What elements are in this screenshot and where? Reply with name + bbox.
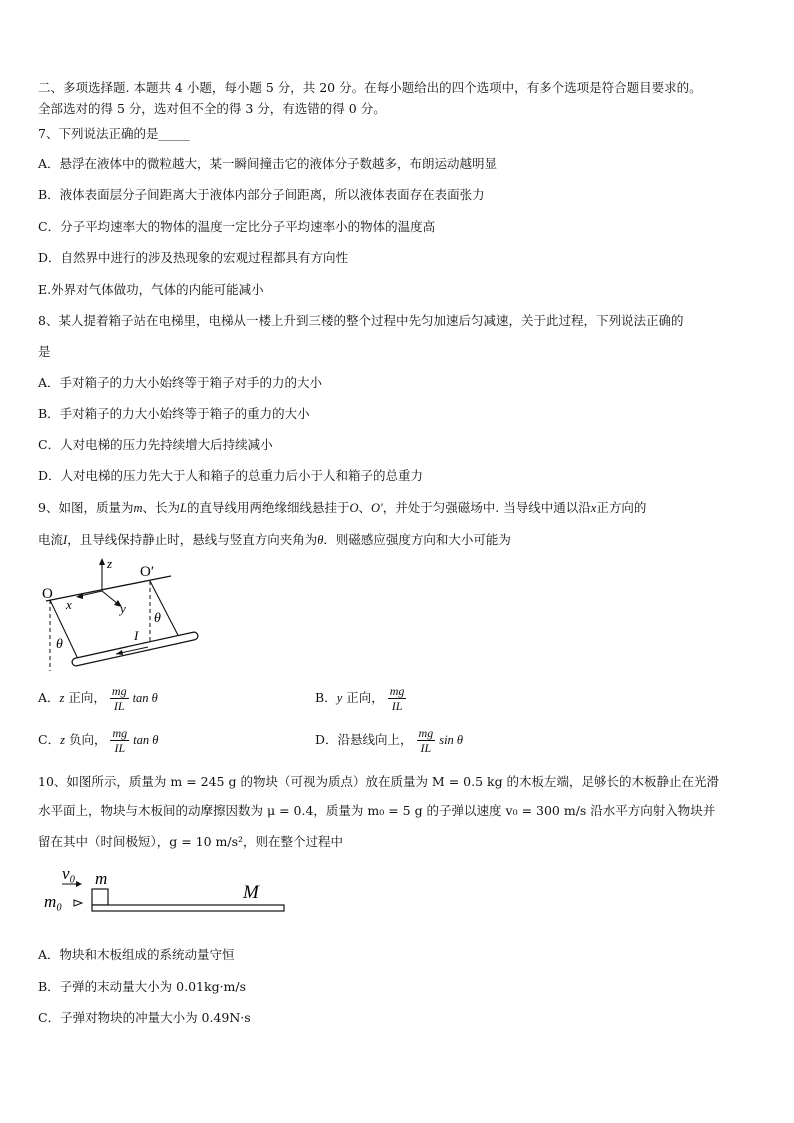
q9-option-b: B．y 正向， $\frac{mg}{IL}$: [315, 684, 405, 713]
label-O: O: [42, 586, 53, 602]
q9-stem-line1: 9、如图，质量为m、长为L的直导线用两绝缘细线悬挂于O、O′，并处于匀强磁场中. 当导线中通以沿x正方向的: [38, 500, 647, 515]
v0-arrowhead: [76, 881, 82, 887]
q8-option-a: A．手对箱子的力大小始终等于箱子对手的力的大小: [38, 375, 323, 390]
q10-stem-line1: 10、如图所示，质量为 m = 245 g 的物块（可视为质点）放在质量为 M = 0.5 kg 的木板左端，足够长的木板静止在光滑: [38, 774, 720, 789]
q9-wire-figure: [36, 556, 206, 676]
q10-stem-line3: 留在其中（时间极短），g = 10 m/s²，则在整个过程中: [38, 834, 344, 849]
section-header-line1: 二、多项选择题. 本题共 4 小题，每小题 5 分，共 20 分。在每小题给出的四个选项中，有多个选项是符合题目要求的。: [38, 80, 702, 95]
q10-option-b: B．子弹的末动量大小为 0.01kg·m/s: [38, 979, 247, 994]
q8-stem-line1: 8、某人提着箱子站在电梯里，电梯从一楼上升到三楼的整个过程中先匀加速后匀减速，关于此过程，下列说法正确的: [38, 313, 684, 328]
label-O-prime: O′: [140, 564, 155, 580]
fraction: $\frac{mg}{IL}$: [111, 684, 127, 713]
q7-option-a: A．悬浮在液体中的微粒越大，某一瞬间撞击它的液体分子数越多，布朗运动越明显: [38, 156, 498, 171]
label-m: m: [95, 869, 108, 888]
y-axis: [102, 591, 118, 604]
label-M: M: [243, 882, 259, 903]
label-I: I: [134, 628, 139, 643]
q7-option-c: C．分子平均速率大的物体的温度一定比分子平均速率小的物体的温度高: [38, 219, 436, 234]
label-z: z: [107, 556, 113, 571]
q9-stem-line2: 电流I，且导线保持静止时，悬线与竖直方向夹角为θ．则磁感应强度方向和大小可能为: [38, 532, 511, 547]
label-v0: v₀: [62, 864, 76, 883]
label-x: x: [66, 597, 72, 612]
q8-option-b: B．手对箱子的力大小始终等于箱子的重力的大小: [38, 406, 310, 421]
fraction: $\frac{mg}{IL}$: [389, 684, 405, 713]
section-header-line2: 全部选对的得 5 分，选对但不全的得 3 分，有选错的得 0 分。: [38, 101, 386, 116]
bullet-icon: [74, 900, 82, 906]
q8-option-c: C．人对电梯的压力先持续增大后持续减小: [38, 437, 273, 452]
q10-block-board-figure: [40, 862, 290, 922]
q10-option-a: A．物块和木板组成的系统动量守恒: [38, 947, 235, 962]
fraction: $\frac{mg}{IL}$: [418, 726, 434, 755]
label-y: y: [120, 601, 126, 616]
q9-option-a: A．z 正向， $\frac{mg}{IL}$ tan θ: [38, 684, 158, 713]
q10-stem-line2: 水平面上，物块与木板间的动摩擦因数为 μ = 0.4，质量为 m₀ = 5 g 的子弹以速度 v₀ = 300 m/s 沿水平方向射入物块并: [38, 803, 716, 818]
block-m: [92, 889, 108, 905]
q10-option-c: C．子弹对物块的冲量大小为 0.49N·s: [38, 1010, 251, 1025]
q7-option-e: E.外界对气体做功，气体的内能可能减小: [38, 282, 264, 297]
label-theta-right: θ: [154, 611, 161, 626]
label-theta-left: θ: [56, 637, 63, 652]
z-axis-arrowhead: [99, 558, 105, 565]
label-m0: m₀: [44, 892, 63, 911]
board-M: [92, 905, 284, 911]
q8-option-d: D．人对电梯的压力先大于人和箱子的总重力后小于人和箱子的总重力: [38, 468, 424, 483]
q9-option-c: C．z 负向， $\frac{mg}{IL}$ tan θ: [38, 726, 159, 755]
q9-option-d: D．沿悬线向上， $\frac{mg}{IL}$ sin θ: [315, 726, 464, 755]
q8-stem-line2: 是: [38, 344, 51, 359]
q7-option-d: D．自然界中进行的涉及热现象的宏观过程都具有方向性: [38, 250, 349, 265]
thread-left: [50, 600, 78, 659]
q7-option-b: B．液体表面层分子间距离大于液体内部分子间距离，所以液体表面存在表面张力: [38, 187, 485, 202]
q7-stem: 7、下列说法正确的是_____: [38, 126, 190, 141]
fraction: $\frac{mg}{IL}$: [112, 726, 128, 755]
